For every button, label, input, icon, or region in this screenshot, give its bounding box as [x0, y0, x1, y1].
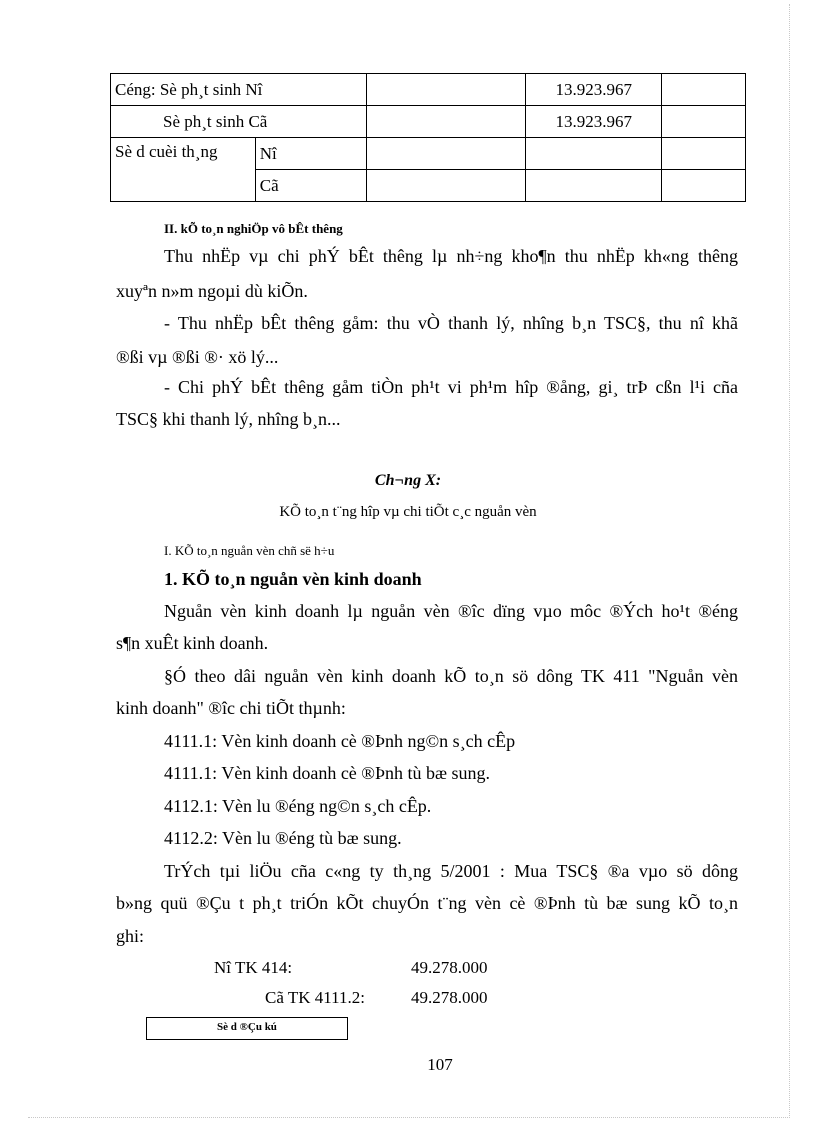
paragraph-line: - Thu nhËp bÊt thêng gåm: thu vÒ thanh lý, nhîng b¸n TSC§, thu nî khã — [164, 313, 738, 333]
table-cell — [662, 138, 746, 170]
paragraph-line: - Chi phÝ bÊt thêng gåm tiÒn ph¹t vi ph¹m hîp ®ång, gi¸ trÞ cßn l¹i cña — [164, 377, 738, 397]
table-cell — [662, 74, 746, 106]
paragraph-line: s¶n xuÊt kinh doanh. — [116, 633, 269, 653]
table-cell-sub: Nî — [255, 138, 366, 170]
paragraph-line: ®ßi vµ ®ßi ®· xö lý... — [116, 347, 279, 367]
table-row — [111, 138, 746, 170]
paragraph-line: Nguån vèn kinh doanh lµ nguån vèn ®îc dïng vµo môc ®Ých ho¹t ®éng — [164, 601, 738, 621]
table-cell — [366, 138, 526, 170]
chapter-title: Ch¬ng X: — [374, 472, 442, 489]
paragraph-line: kinh doanh" ®îc chi tiÕt thµnh: — [116, 698, 346, 718]
paragraph-line: Thu nhËp vµ chi phÝ bÊt thêng lµ nh÷ng kho¶n thu nhËp kh«ng thêng — [164, 246, 738, 266]
table-row — [111, 106, 746, 138]
table-cell — [366, 74, 526, 106]
list-item: 4112.2: Vèn lu ®éng tù bæ sung. — [164, 828, 402, 848]
entry-debit-label: Nî TK 414: — [214, 958, 293, 977]
table-cell — [662, 106, 746, 138]
table-cell — [662, 170, 746, 202]
table-cell-value: 13.923.967 — [526, 74, 662, 106]
subsection-heading: 1. KÕ to¸n nguån vèn kinh doanh — [164, 569, 422, 589]
list-item: 4111.1: Vèn kinh doanh cè ®Þnh tù bæ sung. — [164, 763, 490, 783]
ledger-table — [110, 73, 746, 202]
table-row — [111, 74, 746, 106]
chapter-subtitle: KÕ to¸n t¨ng hîp vµ chi tiÕt c¸c nguån vèn — [279, 504, 537, 520]
table-cell — [366, 170, 526, 202]
list-item: 4111.1: Vèn kinh doanh cè ®Þnh ng©n s¸ch cÊp — [164, 731, 516, 751]
paragraph-line: §Ó theo dâi nguån vèn kinh doanh kÕ to¸n sö dông TK 411 "Nguån vèn — [164, 666, 738, 686]
paragraph-line: b»ng quü ®Çu t ph¸t triÓn kÕt chuyÓn t¨ng vèn cè ®Þnh tù bæ sung kÕ to¸n — [116, 893, 738, 913]
table-cell-value — [526, 170, 662, 202]
table-cell-value: 13.923.967 — [526, 106, 662, 138]
table-cell-label: Céng: Sè ph¸t sinh Nî — [111, 74, 367, 106]
entry-credit-value: 49.278.000 — [411, 988, 488, 1007]
opening-balance-box: Sè d ®Çu kú — [146, 1017, 348, 1040]
section-heading: II. kÕ to¸n nghiÖp vô bÊt thêng — [164, 221, 343, 236]
paragraph-line: ghi: — [116, 926, 145, 946]
paragraph-line: xuyªn n»m ngoµi dù kiÕn. — [116, 281, 308, 301]
section-heading: I. KÕ to¸n nguån vèn chñ së h÷u — [164, 543, 335, 558]
paragraph-line: TrÝch tµi liÖu cña c«ng ty th¸ng 5/2001 : Mua TSC§ ®a vµo sö dông — [164, 861, 738, 881]
table-cell-label: Sè ph¸t sinh Cã — [111, 106, 367, 138]
table-cell-value — [526, 138, 662, 170]
list-item: 4112.1: Vèn lu ®éng ng©n s¸ch cÊp. — [164, 796, 432, 816]
table-cell-sub: Cã — [255, 170, 366, 202]
paragraph-line: TSC§ khi thanh lý, nhîng b¸n... — [116, 409, 341, 429]
table-cell-label: Sè d cuèi th¸ng — [111, 138, 256, 202]
entry-debit-value: 49.278.000 — [411, 958, 488, 977]
entry-credit-label: Cã TK 4111.2: — [265, 988, 365, 1007]
table-cell — [366, 106, 526, 138]
page-number: 107 — [427, 1055, 453, 1074]
